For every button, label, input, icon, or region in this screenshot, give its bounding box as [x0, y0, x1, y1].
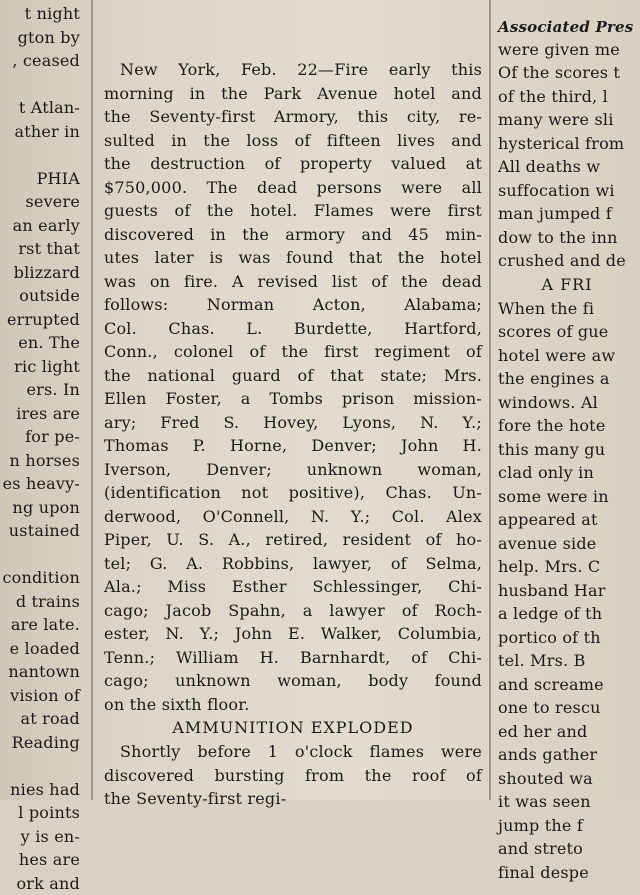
article-line: Ellen Foster, a Tombs prison mission-: [98, 387, 488, 411]
left-column-line: , ceased: [0, 49, 84, 73]
article-line: the destruction of property valued at: [98, 152, 488, 176]
article-line: was on fire. A revised list of the dead: [98, 270, 488, 294]
right-column-line: scores of gue: [494, 320, 640, 344]
article-line: Thomas P. Horne, Denver; John H.: [98, 434, 488, 458]
left-column-line: en. The: [0, 331, 84, 355]
left-column-line: e loaded: [0, 637, 84, 661]
center-column: [98, 58, 488, 858]
left-column-line: at road: [0, 707, 84, 731]
article-line: utes later is was found that the hotel: [98, 246, 488, 270]
left-column: [0, 2, 84, 802]
left-column-line: d trains: [0, 590, 84, 614]
article-line: tel; G. A. Robbins, lawyer, of Selma,: [98, 552, 488, 576]
article-line: follows: Norman Acton, Alabama;: [98, 293, 488, 317]
article-line: the Seventy-first regi-: [98, 787, 488, 811]
left-column-line: [0, 543, 84, 567]
left-column-line: ather in: [0, 120, 84, 144]
article-line: sulted in the loss of fifteen lives and: [98, 129, 488, 153]
article-line: guests of the hotel. Flames were first: [98, 199, 488, 223]
right-column-line: crushed and de: [494, 249, 640, 273]
article-line: ary; Fred S. Hovey, Lyons, N. Y.;: [98, 411, 488, 435]
left-column-line: outside: [0, 284, 84, 308]
article-line: the national guard of that state; Mrs.: [98, 364, 488, 388]
right-column-line: and screame: [494, 673, 640, 697]
left-column-line: ustained: [0, 519, 84, 543]
right-column-line: hotel were aw: [494, 344, 640, 368]
left-column-line: es heavy-: [0, 472, 84, 496]
left-column-line: ric light: [0, 355, 84, 379]
right-column-line: a ledge of th: [494, 602, 640, 626]
left-column-line: an early: [0, 214, 84, 238]
left-column-line: are late.: [0, 613, 84, 637]
right-column-header: Associated Pres: [494, 14, 640, 38]
right-column-line: When the fi: [494, 297, 640, 321]
article-line: discovered bursting from the roof of: [98, 764, 488, 788]
article-line: Iverson, Denver; unknown woman,: [98, 458, 488, 482]
right-column-line: portico of th: [494, 626, 640, 650]
column-rule-right: [489, 0, 491, 800]
article-line: New York, Feb. 22—Fire early this: [98, 58, 488, 82]
right-column-line: many were sli: [494, 108, 640, 132]
left-column-line: [0, 73, 84, 97]
left-column-line: ork and: [0, 872, 84, 895]
left-column-line: y is en-: [0, 825, 84, 849]
left-column-line: errupted: [0, 308, 84, 332]
right-column: [494, 14, 640, 814]
article-line: ester, N. Y.; John E. Walker, Columbia,: [98, 622, 488, 646]
right-column-line: it was seen: [494, 790, 640, 814]
left-column-line: [0, 754, 84, 778]
right-column-line: man jumped f: [494, 202, 640, 226]
right-column-line: tel. Mrs. B: [494, 649, 640, 673]
right-column-line: windows. Al: [494, 391, 640, 415]
article-line: derwood, O'Connell, N. Y.; Col. Alex: [98, 505, 488, 529]
left-column-line: vision of: [0, 684, 84, 708]
left-column-line: Reading: [0, 731, 84, 755]
article-line: $750,000. The dead persons were all: [98, 176, 488, 200]
right-column-line: jump the f: [494, 814, 640, 838]
right-column-line: suffocation wi: [494, 179, 640, 203]
left-column-line: ers. In: [0, 378, 84, 402]
left-column-line: gton by: [0, 26, 84, 50]
article-line: (identification not positive), Chas. Un-: [98, 481, 488, 505]
article-line: Tenn.; William H. Barnhardt, of Chi-: [98, 646, 488, 670]
left-column-line: PHIA: [0, 167, 84, 191]
right-column-subheading: A FRI: [494, 273, 640, 297]
left-column-line: t night: [0, 2, 84, 26]
right-column-line: ed her and: [494, 720, 640, 744]
right-column-line: final despe: [494, 861, 640, 885]
left-column-line: nies had: [0, 778, 84, 802]
right-column-line: All deaths w: [494, 155, 640, 179]
left-column-line: l points: [0, 801, 84, 825]
article-line: Ala.; Miss Esther Schlessinger, Chi-: [98, 575, 488, 599]
article-line: on the sixth floor.: [98, 693, 488, 717]
right-column-line: shouted wa: [494, 767, 640, 791]
right-column-line: Of the scores t: [494, 61, 640, 85]
right-column-line: this many gu: [494, 438, 640, 462]
right-column-line: and streto: [494, 837, 640, 861]
right-column-line: the engines a: [494, 367, 640, 391]
right-column-line: dow to the inn: [494, 226, 640, 250]
left-column-line: hes are: [0, 848, 84, 872]
article-line: the Seventy-first Armory, this city, re-: [98, 105, 488, 129]
left-column-line: nantown: [0, 660, 84, 684]
right-column-line: some were in: [494, 485, 640, 509]
article-line: cago; Jacob Spahn, a lawyer of Roch-: [98, 599, 488, 623]
right-column-line: help. Mrs. C: [494, 555, 640, 579]
article-line: Conn., colonel of the first regiment of: [98, 340, 488, 364]
article-line: Shortly before 1 o'clock flames were: [98, 740, 488, 764]
right-column-line: avenue side: [494, 532, 640, 556]
article-line: morning in the Park Avenue hotel and: [98, 82, 488, 106]
article-line: discovered in the armory and 45 min-: [98, 223, 488, 247]
article-line: Piper, U. S. A., retired, resident of ho-: [98, 528, 488, 552]
right-column-line: one to rescu: [494, 696, 640, 720]
left-column-line: severe: [0, 190, 84, 214]
left-column-line: t Atlan-: [0, 96, 84, 120]
left-column-line: n horses: [0, 449, 84, 473]
article-line: Col. Chas. L. Burdette, Hartford,: [98, 317, 488, 341]
left-column-line: blizzard: [0, 261, 84, 285]
right-column-line: appeared at: [494, 508, 640, 532]
column-rule-left: [91, 0, 93, 800]
right-column-line: husband Har: [494, 579, 640, 603]
right-column-line: fore the hote: [494, 414, 640, 438]
article-subheading: AMMUNITION EXPLODED: [98, 716, 488, 740]
right-column-line: of the third, l: [494, 85, 640, 109]
left-column-line: [0, 143, 84, 167]
left-column-line: for pe-: [0, 425, 84, 449]
left-column-line: ires are: [0, 402, 84, 426]
right-column-line: clad only in: [494, 461, 640, 485]
left-column-line: ng upon: [0, 496, 84, 520]
right-column-line: ands gather: [494, 743, 640, 767]
right-column-line: hysterical from: [494, 132, 640, 156]
right-column-line: were given me: [494, 38, 640, 62]
left-column-line: rst that: [0, 237, 84, 261]
article-line: cago; unknown woman, body found: [98, 669, 488, 693]
left-column-line: condition: [0, 566, 84, 590]
